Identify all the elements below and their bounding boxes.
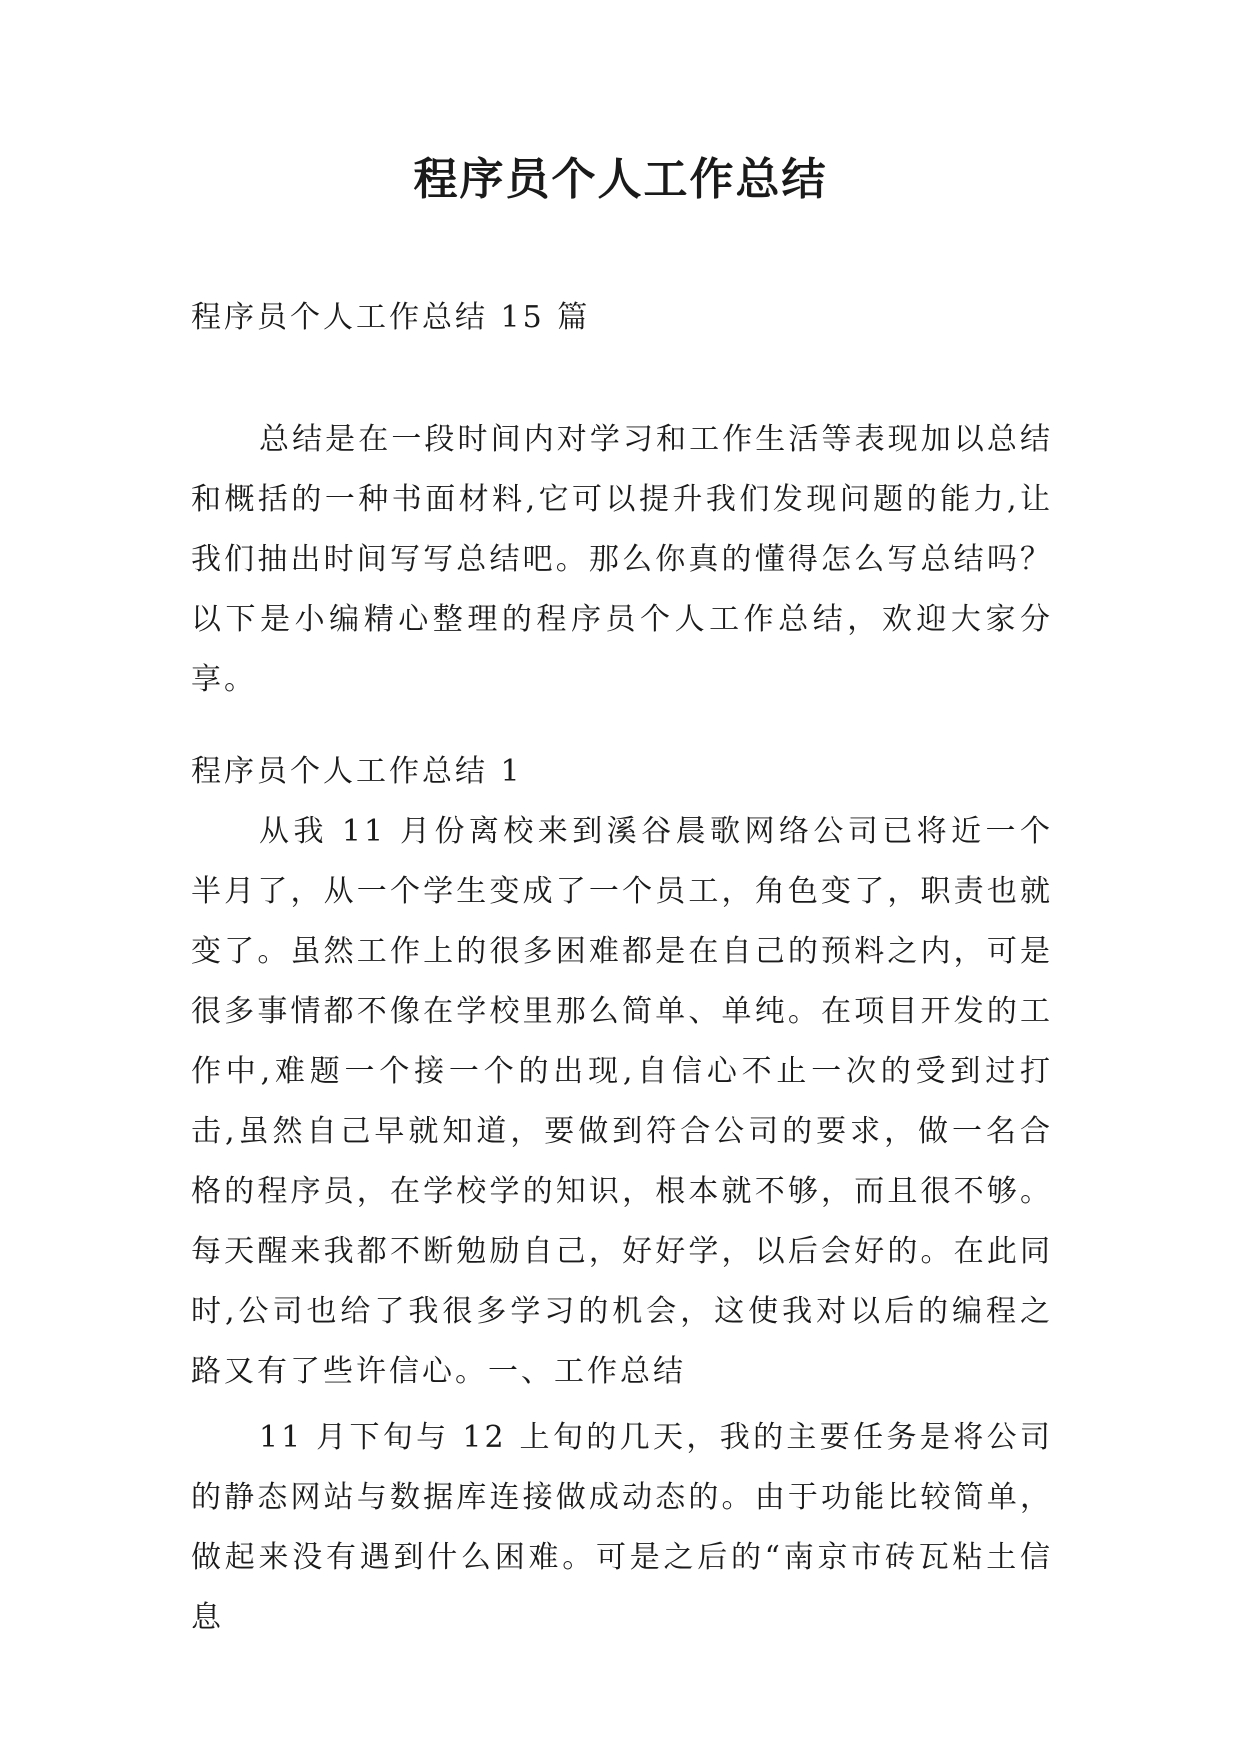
document-title: 程序员个人工作总结 [413, 154, 828, 205]
body-paragraph-2: 11 月下旬与 12 上旬的几天，我的主要任务是将公司的静态网站与数据库连接做成动态的。由于功能比较简单，做起来没有遇到什么困难。可是之后的“南京市砖瓦粘土信息 [191, 1420, 1053, 1635]
document-subtitle: 程序员个人工作总结 15 篇 [191, 300, 591, 335]
intro-paragraph: 总结是在一段时间内对学习和工作生活等表现加以总结和概括的一种书面材料,它可以提升我们发现问题的能力,让我们抽出时间写写总结吧。那么你真的懂得怎么写总结吗？以下是小编精心整理的程序员个人工作总结，欢迎大家分享。 [191, 422, 1053, 697]
body-paragraph-1: 从我 11 月份离校来到溪谷晨歌网络公司已将近一个半月了，从一个学生变成了一个员工，角色变了，职责也就变了。虽然工作上的很多困难都是在自己的预料之内，可是很多事情都不像在学校里那么简单、单纯。在项目开发的工作中,难题一个接一个的出现,自信心不止一次的受到过打击,虽然自己早就知道，要做到符合公司的要求，做一名合格的程序员，在学校学的知识，根本就不够，而且很不够。每天醒来我都不断勉励自己，好好学，以后会好的。在此同时,公司也给了我很多学习的机会，这使我对以后的编程之路又有了些许信心。一、工作总结 [191, 814, 1053, 1389]
section-heading: 程序员个人工作总结 1 [191, 754, 523, 789]
